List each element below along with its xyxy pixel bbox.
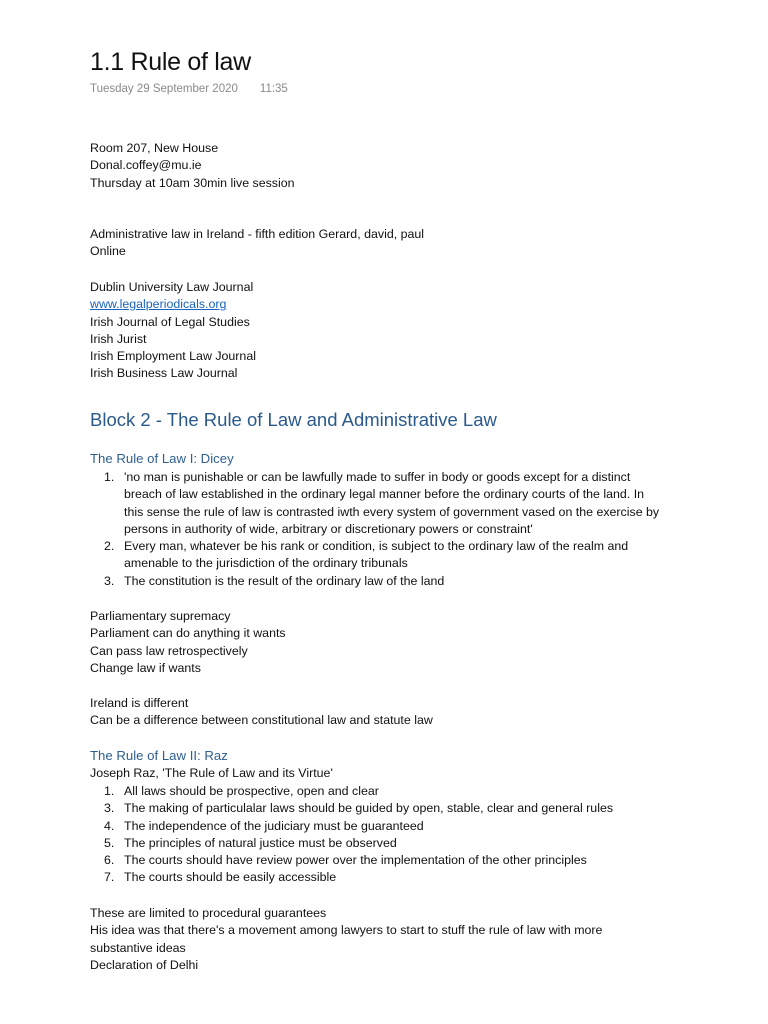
dicey-list [90, 469, 659, 590]
list-item [90, 573, 659, 590]
list-line: All laws should be prospective, open and clear [124, 784, 379, 798]
list-number: 6. [104, 853, 115, 868]
journal-link[interactable]: www.legalperiodicals.org [90, 297, 227, 312]
list-line: amenable to the jurisdiction of the ordinary tribunals [124, 556, 408, 571]
list-number: 4. [104, 818, 115, 833]
block2-heading: Block 2 - The Rule of Law and Administrative Law [90, 409, 497, 430]
journal-item: Irish Journal of Legal Studies [90, 314, 250, 329]
list-line: breach of law established in the ordinary legal manner before the ordinary courts of the land. In [124, 487, 645, 502]
list-number: 3. [104, 801, 115, 816]
list-number: 1. [104, 470, 115, 484]
list-line: The constitution is the result of the ordinary law of the land [124, 573, 445, 588]
raz-list [90, 783, 613, 887]
list-number: 5. [104, 835, 115, 850]
list-line: 'no man is punishable or can be lawfully made to suffer in body or goods except for a distinct [124, 470, 631, 484]
journal-item: Dublin University Law Journal [90, 280, 254, 294]
list-line: Every man, whatever be his rank or condition, is subject to the ordinary law of the realm and [124, 539, 629, 554]
note-line: Change law if wants [90, 660, 201, 675]
note-line: Can pass law retrospectively [90, 643, 248, 658]
list-line: The principles of natural justice must be observed [124, 835, 397, 850]
page-date: Tuesday 29 September 2020 [90, 83, 238, 95]
list-line: The making of particulalar laws should be guided by open, stable, clear and general rules [124, 801, 614, 816]
note-line: Declaration of Delhi [90, 957, 199, 972]
note-line: Parliamentary supremacy [90, 609, 231, 623]
parliament-notes [90, 608, 286, 677]
list-number: 7. [104, 870, 115, 885]
list-item [90, 852, 613, 869]
list-line: The courts should be easily accessible [124, 870, 337, 885]
textbook-format: Online [90, 244, 126, 259]
list-number: 1. [104, 784, 115, 798]
page-meta [90, 83, 288, 95]
note-line: Can be a difference between constitutional law and statute law [90, 713, 433, 728]
page-time: 11:35 [259, 83, 288, 95]
textbook-title: Administrative law in Ireland - fifth edition Gerard, david, paul [90, 227, 425, 241]
list-item [90, 469, 659, 538]
journal-item: Irish Jurist [90, 331, 147, 346]
raz-source-line: Joseph Raz, 'The Rule of Law and its Virtue' [90, 766, 333, 780]
journal-item: Irish Business Law Journal [90, 366, 238, 381]
list-line: persons in authority of wide, arbitrary or discretionary powers or constraint' [124, 521, 533, 536]
list-line: The courts should have review power over the implementation of the other principles [124, 853, 587, 868]
list-item [90, 835, 613, 852]
journals-block [90, 279, 256, 383]
list-number: 3. [104, 573, 115, 588]
contact-session: Thursday at 10am 30min live session [90, 175, 295, 190]
raz-source [90, 765, 333, 782]
contact-room: Room 207, New House [90, 141, 219, 155]
textbook-block [90, 226, 424, 261]
raz-heading: The Rule of Law II: Raz [90, 748, 228, 763]
list-number: 2. [104, 539, 115, 554]
list-line: The independence of the judiciary must be guaranteed [124, 818, 424, 833]
closing-notes [90, 905, 602, 974]
list-item [90, 800, 613, 817]
note-line: Parliament can do anything it wants [90, 626, 286, 641]
note-line: These are limited to procedural guarantees [90, 906, 327, 920]
journal-item: Irish Employment Law Journal [90, 349, 256, 364]
list-item [90, 818, 613, 835]
contact-email: Donal.coffey@mu.ie [90, 158, 202, 173]
list-item [90, 538, 659, 573]
list-item [90, 783, 613, 800]
note-line: substantive ideas [90, 940, 186, 955]
note-line: Ireland is different [90, 696, 189, 710]
contact-block [90, 140, 295, 192]
note-line: His idea was that there's a movement among lawyers to start to stuff the rule of law with more [90, 923, 603, 938]
page-title: 1.1 Rule of law [90, 48, 251, 76]
dicey-heading: The Rule of Law I: Dicey [90, 451, 234, 466]
list-line: this sense the rule of law is contrasted iwth every system of government vased on the exercise by [124, 504, 660, 519]
ireland-notes [90, 695, 433, 730]
list-item [90, 869, 613, 886]
